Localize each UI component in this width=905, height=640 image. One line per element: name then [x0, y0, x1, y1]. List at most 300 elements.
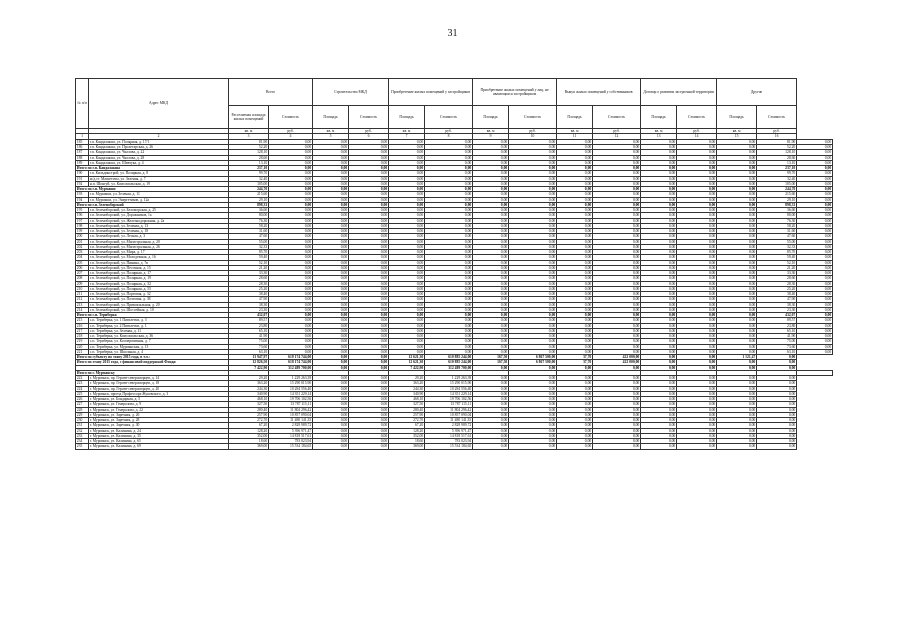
value-cell: 0,00 — [757, 365, 797, 370]
row-number: 205 — [76, 260, 89, 265]
address-cell: г.п. Мурмаши, ул. Зеленая, д. 11 — [89, 192, 229, 197]
value-cell: 0,00 — [313, 292, 349, 297]
value-cell: 0,00 — [717, 423, 757, 428]
value-cell: 10 284 556,40 — [269, 386, 313, 391]
value-cell: 0,00 — [641, 360, 677, 365]
value-cell: 0,00 — [473, 229, 509, 234]
value-cell: 0,00 — [509, 376, 557, 381]
value-cell: 0,00 — [677, 297, 717, 302]
value-cell: 0,00 — [425, 234, 473, 239]
value-cell: 0,00 — [557, 244, 593, 249]
value-cell: 0,00 — [557, 292, 593, 297]
value-cell: 0,00 — [349, 271, 389, 276]
value-cell: 0,00 — [425, 334, 473, 339]
value-cell: 0,00 — [349, 218, 389, 223]
value-cell: 0,00 — [425, 223, 473, 228]
value-cell: 0,00 — [509, 192, 557, 197]
row-number: 209 — [76, 281, 89, 286]
value-cell: 0,00 — [717, 208, 757, 213]
row-number: 203 — [76, 250, 89, 255]
value-cell: 0,00 — [641, 223, 677, 228]
value-cell: 0,00 — [349, 223, 389, 228]
value-cell: 14 818 517,61 — [269, 433, 313, 438]
value-cell: 167,50 — [473, 360, 509, 365]
value-cell: 10 284 556,40 — [425, 386, 473, 391]
value-cell: 0,00 — [797, 197, 833, 202]
value-cell: 0,00 — [473, 260, 509, 265]
value-cell: 0,00 — [313, 192, 349, 197]
value-cell: 0,00 — [509, 255, 557, 260]
value-cell: 0,00 — [425, 281, 473, 286]
value-cell: 0,00 — [425, 202, 473, 207]
value-cell: 0,00 — [641, 407, 677, 412]
value-cell: 468,10 — [389, 397, 425, 402]
address-cell: г.п. Зеленоборский, ул. Молодежная, д. 16 — [89, 255, 229, 260]
value-cell: 0,00 — [757, 397, 797, 402]
sub-header-area: Площадь — [389, 106, 425, 129]
value-cell: 0,00 — [269, 160, 313, 165]
unit-area: кв. м — [389, 129, 425, 134]
value-cell: 0,00 — [677, 349, 717, 354]
address-cell: г.п. Зеленоборский, ул. Беломорская, д. 25 — [89, 208, 229, 213]
value-cell: 0,00 — [797, 328, 833, 333]
row-number: 211 — [76, 292, 89, 297]
address-cell: г.п. Зеленоборский, ул. Портовая, д. 32 — [89, 292, 229, 297]
value-cell: 0,00 — [509, 155, 557, 160]
value-cell: 0,00 — [313, 234, 349, 239]
value-cell: 0,00 — [425, 271, 473, 276]
value-cell: 13,10 — [757, 160, 797, 165]
value-cell: 0,00 — [509, 139, 557, 144]
value-cell: 0,00 — [313, 418, 349, 423]
value-cell: 0,00 — [473, 250, 509, 255]
table-row — [76, 444, 833, 449]
value-cell: 0,00 — [677, 213, 717, 218]
value-cell: 0,00 — [717, 197, 757, 202]
unit-cost: руб. — [269, 129, 313, 134]
value-cell: 0,00 — [717, 187, 757, 192]
value-cell: 0,00 — [425, 218, 473, 223]
value-cell: 0,00 — [473, 202, 509, 207]
value-cell: 0,00 — [593, 213, 641, 218]
value-cell: 352,00 — [389, 433, 425, 438]
value-cell: 0,00 — [509, 433, 557, 438]
address-cell: с.п. Териберка, ул. Школьная, д. 4 — [89, 349, 229, 354]
value-cell: 32,33 — [229, 244, 269, 249]
value-cell: 0,00 — [717, 234, 757, 239]
value-cell: 19 706 102,56 — [269, 397, 313, 402]
address-cell: г. Мурманск, ул. Заречная, д. 26 — [89, 412, 229, 417]
value-cell: 6 867 500,00 — [509, 355, 557, 360]
value-cell: 422 000,00 — [593, 355, 641, 360]
value-cell: 0,00 — [717, 145, 757, 150]
value-cell: 38,30 — [229, 302, 269, 307]
value-cell: 0,00 — [473, 223, 509, 228]
value-cell: 67,20 — [229, 423, 269, 428]
value-cell: 0,00 — [425, 208, 473, 213]
value-cell: 12 621,30 — [389, 355, 425, 360]
value-cell: 0,00 — [349, 255, 389, 260]
value-cell: 0,00 — [717, 433, 757, 438]
value-cell: 0,00 — [717, 286, 757, 291]
value-cell: 0,00 — [425, 192, 473, 197]
col-number: 4 — [269, 134, 313, 139]
value-cell: 0,00 — [797, 234, 833, 239]
value-cell: 0,00 — [425, 349, 473, 354]
value-cell: 0,00 — [757, 428, 797, 433]
value-cell: 0,00 — [557, 428, 593, 433]
value-cell: 0,00 — [677, 202, 717, 207]
value-cell: 0,00 — [269, 286, 313, 291]
value-cell: 0,00 — [677, 365, 717, 370]
value-cell: 0,00 — [797, 150, 833, 155]
address-cell: г.п. Зеленоборский, ул. Полярная, д. 32 — [89, 281, 229, 286]
value-cell: 0,00 — [509, 344, 557, 349]
address-cell: г.п. Зеленоборский, ул. Полярная, д. 55 — [89, 286, 229, 291]
value-cell: 0,00 — [677, 166, 717, 171]
value-cell: 0,00 — [641, 202, 677, 207]
value-cell: 0,00 — [473, 381, 509, 386]
value-cell: 0,00 — [349, 171, 389, 176]
row-number: 233 — [76, 433, 89, 438]
row-number: 215 — [76, 318, 89, 323]
value-cell: 0,00 — [677, 391, 717, 396]
value-cell: 0,00 — [593, 402, 641, 407]
col-number: 15 — [717, 134, 757, 139]
value-cell: 33,30 — [229, 271, 269, 276]
value-cell: 41,90 — [229, 334, 269, 339]
value-cell: 0,00 — [593, 271, 641, 276]
value-cell: 257,90 — [229, 412, 269, 417]
value-cell: 0,00 — [425, 339, 473, 344]
value-cell: 0,00 — [717, 318, 757, 323]
value-cell: 272,70 — [229, 418, 269, 423]
value-cell: 0,00 — [425, 318, 473, 323]
value-cell: 0,00 — [349, 292, 389, 297]
address-cell: г. Мурманск, пр. Героев-североморцев, д. 18 — [89, 381, 229, 386]
row-number: 207 — [76, 271, 89, 276]
value-cell: 468,10 — [229, 397, 269, 402]
value-cell: 0,00 — [797, 160, 833, 165]
value-cell: 0,00 — [641, 334, 677, 339]
unit-cost: руб. — [757, 129, 797, 134]
value-cell: 0,00 — [389, 328, 425, 333]
value-cell: 0,00 — [557, 323, 593, 328]
value-cell: 0,00 — [557, 307, 593, 312]
value-cell: 14 351 229,14 — [269, 391, 313, 396]
value-cell: 0,00 — [269, 171, 313, 176]
value-cell: 0,00 — [641, 444, 677, 449]
value-cell: 0,00 — [557, 339, 593, 344]
value-cell: 0,00 — [425, 265, 473, 270]
value-cell: 0,00 — [473, 145, 509, 150]
address-cell: г.п. Зеленоборский, ул. Привокзальная, д. 20 — [89, 302, 229, 307]
address-cell: г.п. Кандалакша, ул. Шевчука, д. 4 — [89, 160, 229, 165]
value-cell: 0,00 — [269, 255, 313, 260]
value-cell: 0,00 — [509, 313, 557, 318]
value-cell: 0,00 — [389, 223, 425, 228]
sub-header-cost: Стоимость — [269, 106, 313, 129]
value-cell: 0,00 — [717, 391, 757, 396]
value-cell: 0,00 — [677, 139, 717, 144]
value-cell: 31,60 — [757, 229, 797, 234]
value-cell: 0,00 — [677, 181, 717, 186]
address-cell: г. Мурманск, пр. Героев-североморцев, д. 20 — [89, 386, 229, 391]
value-cell: 0,00 — [349, 402, 389, 407]
value-cell: 0,00 — [509, 281, 557, 286]
value-cell: 0,00 — [349, 208, 389, 213]
value-cell: 21,20 — [229, 265, 269, 270]
value-cell: 0,00 — [717, 307, 757, 312]
value-cell: 0,00 — [557, 187, 593, 192]
value-cell: 58,20 — [229, 223, 269, 228]
value-cell: 0,00 — [641, 171, 677, 176]
value-cell: 23,30 — [229, 307, 269, 312]
value-cell: 0,00 — [473, 376, 509, 381]
value-cell: 0,00 — [269, 213, 313, 218]
value-cell: 0,00 — [641, 208, 677, 213]
value-cell: 0,00 — [313, 271, 349, 276]
value-cell: 0,00 — [509, 218, 557, 223]
value-cell: 0,00 — [641, 386, 677, 391]
row-number: 210 — [76, 286, 89, 291]
value-cell: 0,00 — [509, 223, 557, 228]
value-cell: 0,00 — [717, 428, 757, 433]
value-cell: 14 818 517,61 — [425, 433, 473, 438]
row-number: 229 — [76, 412, 89, 417]
col-number: 1 — [76, 134, 89, 139]
value-cell: 0,00 — [797, 276, 833, 281]
value-cell: 0,00 — [269, 229, 313, 234]
value-cell: 0,00 — [425, 145, 473, 150]
value-cell: 0,00 — [557, 412, 593, 417]
value-cell: 0,00 — [757, 407, 797, 412]
value-cell: 32,40 — [757, 176, 797, 181]
value-cell: 0,00 — [425, 187, 473, 192]
value-cell: 0,00 — [717, 223, 757, 228]
value-cell: 0,00 — [389, 160, 425, 165]
value-cell: 25,20 — [757, 286, 797, 291]
value-cell: 65,10 — [229, 328, 269, 333]
value-cell: 0,00 — [473, 418, 509, 423]
value-cell: 0,00 — [269, 323, 313, 328]
row-number: 221 — [76, 349, 89, 354]
value-cell: 0,00 — [389, 265, 425, 270]
address-cell: с.п. Териберка, ул. Зеленая, д. 11 — [89, 328, 229, 333]
sub-header-area: Площадь — [473, 106, 509, 129]
value-cell: 0,00 — [349, 349, 389, 354]
value-cell: 0,00 — [717, 328, 757, 333]
value-cell: 0,00 — [557, 418, 593, 423]
value-cell: 0,00 — [641, 391, 677, 396]
value-cell: 327,50 — [389, 402, 425, 407]
col-number: 13 — [641, 134, 677, 139]
value-cell: 0,00 — [593, 391, 641, 396]
value-cell: 0,00 — [641, 323, 677, 328]
value-cell: 0,00 — [349, 150, 389, 155]
address-cell: г. Мурманск, проезд Профессора Жуковского, д. 3 — [89, 391, 229, 396]
value-cell: 0,00 — [641, 145, 677, 150]
value-cell: 0,00 — [641, 339, 677, 344]
value-cell: 0,00 — [641, 349, 677, 354]
value-cell: 0,00 — [473, 433, 509, 438]
value-cell: 0,00 — [677, 323, 717, 328]
value-cell: 80,00 — [229, 213, 269, 218]
value-cell: 0,00 — [641, 181, 677, 186]
value-cell: 0,00 — [313, 444, 349, 449]
value-cell: 0,00 — [473, 407, 509, 412]
value-cell: 0,00 — [717, 239, 757, 244]
value-cell: 0,00 — [425, 307, 473, 312]
value-cell: 0,00 — [313, 145, 349, 150]
value-cell: 0,00 — [677, 397, 717, 402]
unit-cost: руб. — [425, 129, 473, 134]
subtotal-label: Итого по г.п. Мурмаши — [76, 187, 229, 192]
value-cell: 2 828 989,72 — [269, 423, 313, 428]
value-cell: 0,00 — [557, 381, 593, 386]
value-cell: 237,10 — [757, 166, 797, 171]
value-cell: 0,00 — [717, 213, 757, 218]
value-cell: 0,00 — [349, 281, 389, 286]
value-cell: 0,00 — [717, 260, 757, 265]
value-cell: 0,00 — [269, 302, 313, 307]
value-cell: 0,00 — [557, 349, 593, 354]
value-cell: 37,70 — [557, 355, 593, 360]
value-cell: 0,00 — [313, 297, 349, 302]
value-cell: 0,00 — [425, 150, 473, 155]
value-cell: 0,00 — [677, 276, 717, 281]
value-cell: 0,00 — [641, 365, 677, 370]
sub-header-cost: Стоимость — [677, 106, 717, 129]
value-cell: 0,00 — [269, 166, 313, 171]
value-cell: 0,00 — [269, 155, 313, 160]
value-cell: 11 480 141,35 — [425, 418, 473, 423]
address-cell: г. Мурманск, ул. Генералова, д. 22 — [89, 407, 229, 412]
value-cell: 0,00 — [389, 239, 425, 244]
value-cell: 0,00 — [473, 313, 509, 318]
value-cell: 0,00 — [641, 344, 677, 349]
value-cell: 0,00 — [425, 276, 473, 281]
value-cell: 0,00 — [425, 292, 473, 297]
value-cell: 0,00 — [313, 155, 349, 160]
value-cell: 0,00 — [757, 355, 797, 360]
value-cell: 28,30 — [229, 281, 269, 286]
value-cell: 0,00 — [473, 349, 509, 354]
value-cell: 0,00 — [677, 423, 717, 428]
row-number: 231 — [76, 423, 89, 428]
address-cell: г.п. Зеленоборский, ул. Полярная, д. 17 — [89, 271, 229, 276]
group-header-total: Всего — [229, 79, 313, 106]
value-cell: 0,00 — [641, 318, 677, 323]
col-number: 5 — [313, 134, 349, 139]
value-cell: 0,00 — [757, 376, 797, 381]
address-cell: г.п. Зеленоборский, ул. Песочная, д. 15 — [89, 265, 229, 270]
col-header-address: Адрес МКД — [89, 79, 229, 129]
value-cell: 0,00 — [269, 265, 313, 270]
sub-header-cost: Стоимость — [509, 106, 557, 129]
value-cell: 0,00 — [797, 208, 833, 213]
value-cell: 0,00 — [509, 176, 557, 181]
value-cell: 85,70 — [229, 250, 269, 255]
value-cell: 0,00 — [269, 176, 313, 181]
value-cell: 0,00 — [641, 265, 677, 270]
value-cell: 0,00 — [557, 433, 593, 438]
value-cell: 0,00 — [557, 397, 593, 402]
group-header-construction: Строительство МКД — [313, 79, 389, 106]
value-cell: 0,00 — [641, 150, 677, 155]
value-cell: 0,00 — [797, 244, 833, 249]
value-cell: 327,50 — [229, 402, 269, 407]
value-cell: 0,00 — [349, 234, 389, 239]
value-cell: 0,00 — [389, 334, 425, 339]
value-cell: 0,00 — [641, 218, 677, 223]
address-cell: г.п. Зеленоборский, ул. Пинина, д. 7в — [89, 260, 229, 265]
value-cell: 0,00 — [757, 412, 797, 417]
value-cell: 0,00 — [557, 171, 593, 176]
value-cell: 0,00 — [509, 229, 557, 234]
value-cell: 0,00 — [717, 381, 757, 386]
value-cell: 0,00 — [389, 202, 425, 207]
value-cell: 0,00 — [349, 192, 389, 197]
sub-header-cost: Стоимость — [593, 106, 641, 129]
value-cell: 18,60 — [229, 439, 269, 444]
value-cell: 0,00 — [313, 318, 349, 323]
value-cell: 0,00 — [509, 381, 557, 386]
value-cell: 52,20 — [229, 145, 269, 150]
value-cell: 0,00 — [313, 218, 349, 223]
value-cell: 73,60 — [229, 344, 269, 349]
address-cell: г. Мурманск, ул. Заречная, д. 30 — [89, 423, 229, 428]
address-cell: г. Мурманск, ул. Генералова, д. 9 — [89, 402, 229, 407]
value-cell: 618 174 744,00 — [269, 360, 313, 365]
value-cell: 0,00 — [269, 239, 313, 244]
row-number: 193 — [76, 192, 89, 197]
value-cell: 0,00 — [641, 328, 677, 333]
value-cell: 15 290 015,90 — [425, 381, 473, 386]
value-cell: 0,00 — [641, 286, 677, 291]
value-cell: 23,80 — [229, 323, 269, 328]
address-cell: г. Мурманск, ул. Калинина, д. 24 — [89, 428, 229, 433]
row-number: 227 — [76, 402, 89, 407]
row-number: 235 — [76, 444, 89, 449]
value-cell: 0,00 — [425, 302, 473, 307]
value-cell: 0,00 — [593, 407, 641, 412]
row-number: 219 — [76, 339, 89, 344]
value-cell: 0,00 — [717, 181, 757, 186]
value-cell: 0,00 — [473, 307, 509, 312]
address-cell: с.п. Териберка, ул. Мурманская, д. 13 — [89, 344, 229, 349]
value-cell: 0,00 — [509, 286, 557, 291]
value-cell: 0,00 — [641, 397, 677, 402]
group-header-other: Другие — [717, 79, 797, 106]
value-cell: 0,00 — [349, 250, 389, 255]
value-cell: 0,00 — [757, 418, 797, 423]
col-number: 16 — [757, 134, 797, 139]
value-cell: 0,00 — [797, 213, 833, 218]
value-cell: 0,00 — [509, 307, 557, 312]
value-cell: 0,00 — [389, 208, 425, 213]
value-cell: 11 480 141,35 — [269, 418, 313, 423]
value-cell: 0,00 — [313, 402, 349, 407]
value-cell: 0,00 — [557, 150, 593, 155]
value-cell: 0,00 — [593, 281, 641, 286]
value-cell: 0,00 — [313, 344, 349, 349]
address-cell: г. Мурманск, ул. Бондарная, д. 5 — [89, 397, 229, 402]
value-cell: 0,00 — [677, 307, 717, 312]
value-cell: 0,00 — [797, 139, 833, 144]
value-cell: 0,00 — [313, 386, 349, 391]
value-cell: 0,00 — [473, 344, 509, 349]
